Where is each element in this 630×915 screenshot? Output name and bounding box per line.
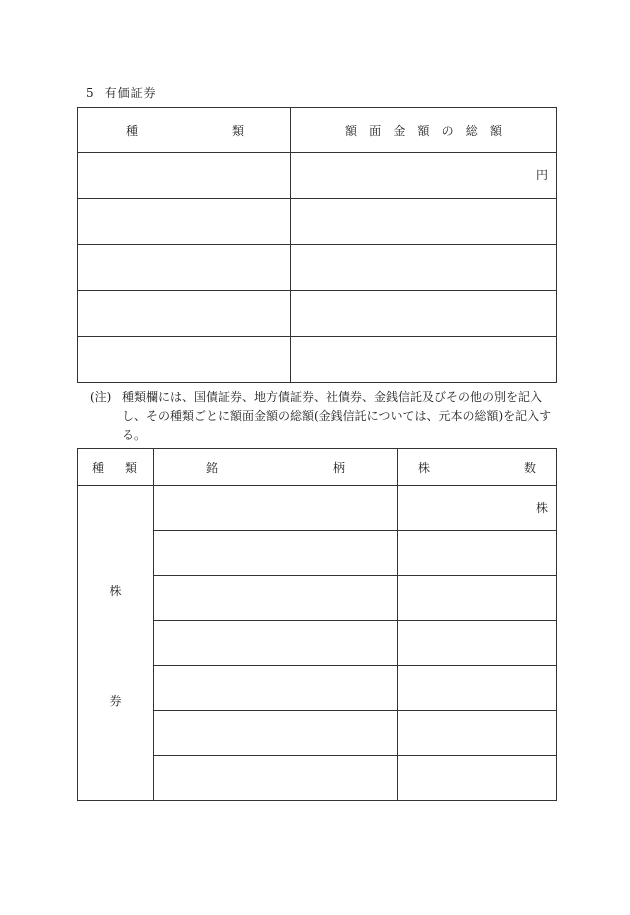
brand-cell[interactable] (154, 711, 398, 756)
type-cell[interactable] (78, 199, 291, 245)
amount-cell[interactable] (291, 337, 557, 383)
stock-type-cell (78, 486, 154, 801)
share-count-cell[interactable] (398, 756, 557, 801)
section-title (86, 84, 157, 101)
table-row (78, 199, 557, 245)
brand-cell[interactable] (154, 621, 398, 666)
stock-label-char: 券 (109, 694, 122, 708)
table-row (78, 337, 557, 383)
section-number: 5 (86, 86, 95, 100)
note-label: (注) (90, 390, 112, 404)
type-cell[interactable] (78, 245, 291, 291)
type-cell[interactable] (78, 337, 291, 383)
table-header-row (78, 108, 557, 153)
share-count-cell[interactable] (398, 666, 557, 711)
securities-face-value-table (77, 107, 557, 383)
amount-cell[interactable] (291, 199, 557, 245)
table-row (78, 291, 557, 337)
yen-unit: 円 (535, 168, 548, 182)
share-count-cell[interactable] (398, 711, 557, 756)
table-header-row (78, 449, 557, 486)
note-line: る。 (122, 428, 147, 442)
note-line: 種類欄には、国債証券、地方債証券、社債券、金銭信託及びその他の別を記入 (122, 390, 543, 404)
amount-cell[interactable] (291, 245, 557, 291)
brand-cell[interactable] (154, 486, 398, 531)
header-share-count: 株 数 (398, 449, 557, 486)
brand-cell[interactable] (154, 756, 398, 801)
section-heading: 有価証券 (104, 86, 157, 100)
brand-cell[interactable] (154, 576, 398, 621)
share-unit: 株 (535, 501, 548, 515)
header-type: 種 類 (78, 108, 291, 153)
share-count-cell[interactable] (398, 576, 557, 621)
note-body (90, 388, 560, 445)
amount-cell[interactable] (291, 291, 557, 337)
share-count-cell[interactable] (398, 621, 557, 666)
note (90, 388, 560, 445)
table-row (78, 153, 557, 199)
type-cell[interactable] (78, 291, 291, 337)
table-row (78, 245, 557, 291)
share-count-cell[interactable] (398, 486, 557, 531)
note-line: し、その種類ごとに額面金額の総額(金銭信託については、元本の総額)を記入す (122, 409, 552, 423)
share-count-cell[interactable] (398, 531, 557, 576)
brand-cell[interactable] (154, 531, 398, 576)
header-face-total: 額 面 金 額 の 総 額 (291, 108, 557, 153)
type-cell[interactable] (78, 153, 291, 199)
header-brand: 銘 柄 (154, 449, 398, 486)
stock-label-char: 株 (109, 584, 122, 598)
amount-cell[interactable] (291, 153, 557, 199)
brand-cell[interactable] (154, 666, 398, 711)
header-type: 種 類 (78, 449, 154, 486)
stock-certificate-table (77, 448, 557, 801)
table-row (78, 486, 557, 531)
